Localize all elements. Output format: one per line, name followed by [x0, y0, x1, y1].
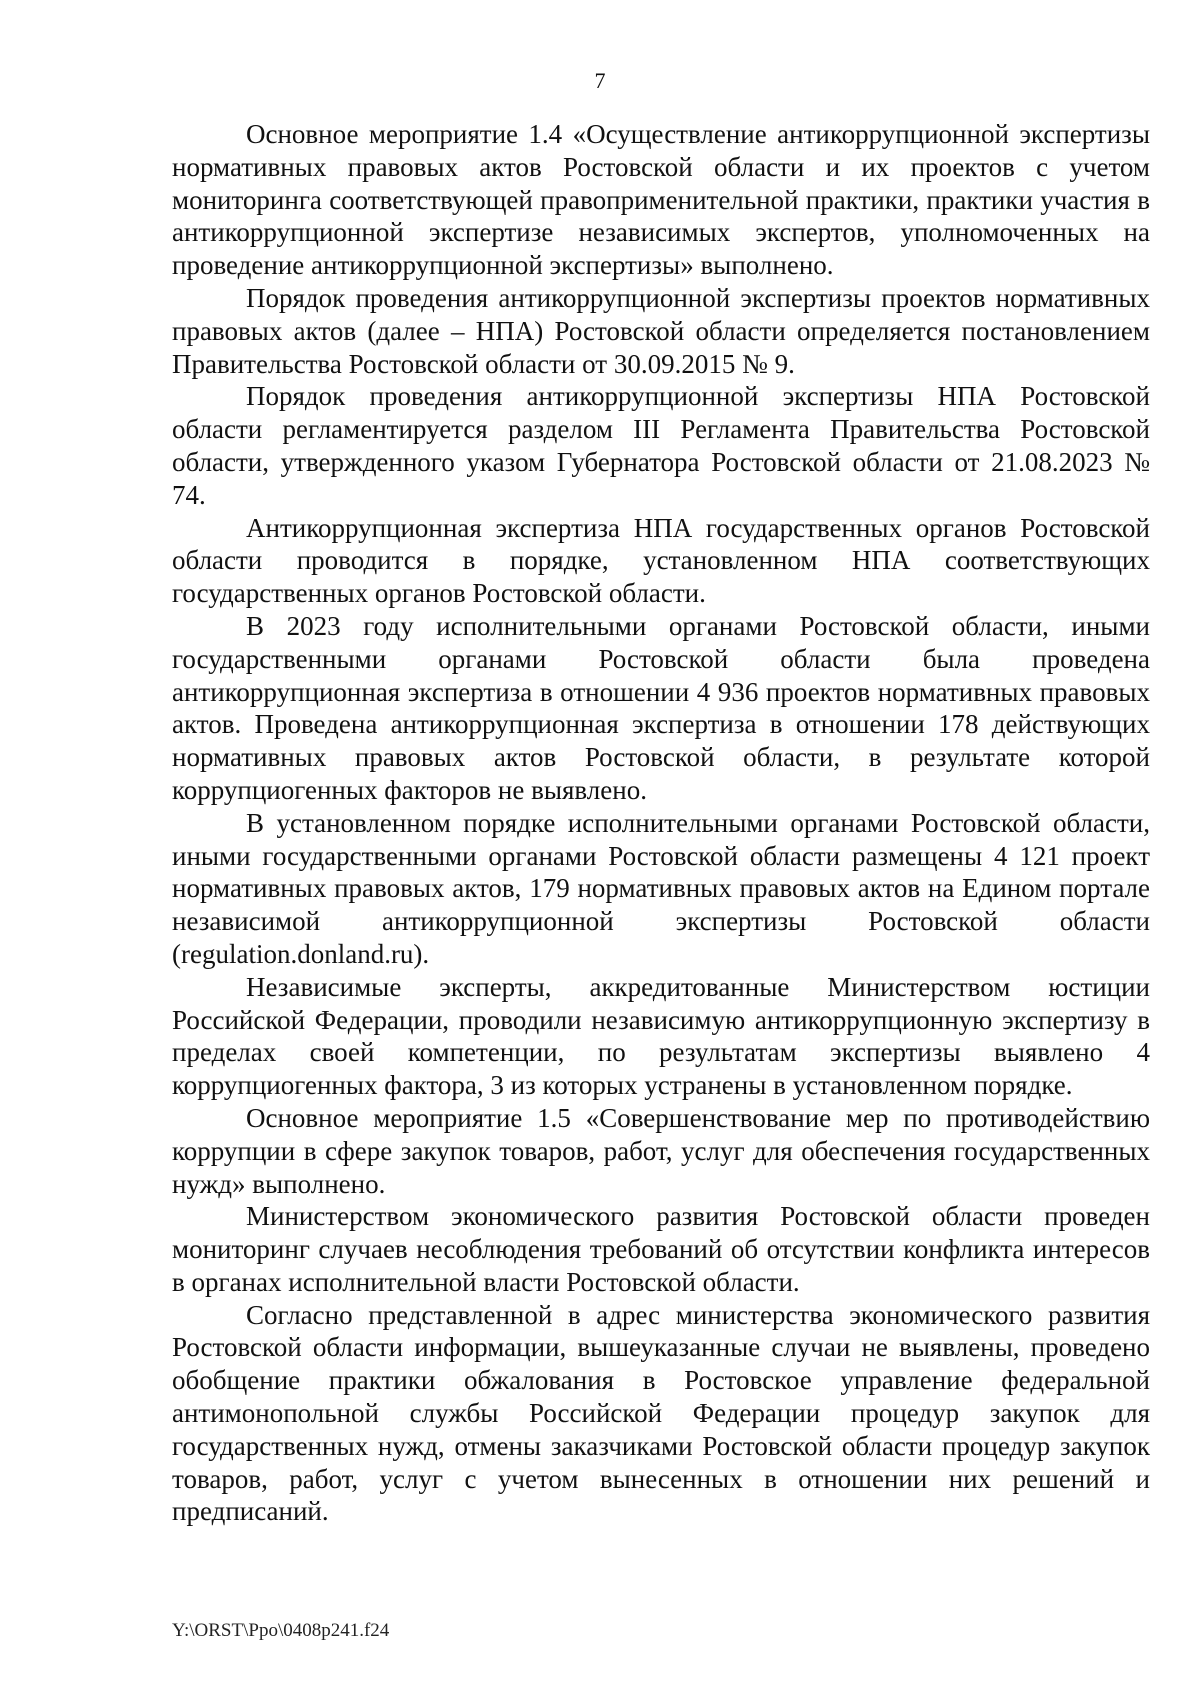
paragraph-2023-results: В 2023 году исполнительными органами Ростовской области, иными государственными органами Ростовской области была проведена антикоррупционная экспертиза в отношении 4 936 проектов нормативных правовых актов. Проведена антикоррупционная экспертиза в отношении 178 действующих нормативных правовых актов Ростовской области, в результате которой коррупциогенных факторов не выявлено.: [172, 610, 1150, 805]
paragraph-expertise-procedure-npa: Порядок проведения антикоррупционной экспертизы НПА Ростовской области регламентируется разделом III Регламента Правительства Ростовской области, утвержденного указом Губернатора Ростовской области от 21.08.2023 № 74.: [172, 381, 1150, 510]
paragraph-state-bodies-expertise: Антикоррупционная экспертиза НПА государственных органов Ростовской области проводится в порядке, установленном НПА соответствующих государственных органов Ростовской области.: [172, 512, 1150, 609]
paragraph-measure-1-5: Основное мероприятие 1.5 «Совершенствование мер по противодействию коррупции в сфере закупок товаров, работ, услуг для обеспечения государственных нужд» выполнено.: [172, 1102, 1150, 1199]
paragraph-conflict-monitoring: Министерством экономического развития Ростовской области проведен мониторинг случаев несоблюдения требований об отсутствии конфликта интересов в органах исполнительной власти Ростовской области.: [172, 1201, 1150, 1297]
paragraph-measure-1-4: Основное мероприятие 1.4 «Осуществление антикоррупционной экспертизы нормативных правовых актов Ростовской области и их проектов с учетом мониторинга соответствующей правоприменительной практики, практики участия в антикоррупционной экспертизе независимых экспертов, уполномоченных на проведение антикоррупционной экспертизы» выполнено.: [172, 119, 1150, 281]
page-number: 7: [594, 68, 606, 93]
paragraph-procurement-practice: Согласно представленной в адрес министерства экономического развития Ростовской области информации, вышеуказанные случаи не выявлены, проведено обобщение практики обжалования в Ростовское управление федеральной антимонопольной службы Российской Федерации процедур закупок для государственных нужд, отмены заказчиками Ростовской области процедур закупок товаров, работ, услуг с учетом вынесенных в отношении них решений и предписаний.: [172, 1299, 1150, 1527]
paragraph-expertise-procedure-projects: Порядок проведения антикоррупционной экспертизы проектов нормативных правовых актов (далее – НПА) Ростовской области определяется постановлением Правительства Ростовской области от 30.09.2015 № 9.: [172, 282, 1150, 379]
footer-file-path: Y:\ORST\Ppo\0408p241.f24: [172, 1620, 390, 1641]
paragraph-independent-experts: Независимые эксперты, аккредитованные Министерством юстиции Российской Федерации, проводили независимую антикоррупционную экспертизу в пределах своей компетенции, по результатам экспертизы выявлено 4 коррупциогенных фактора, 3 из которых устранены в установленном порядке.: [172, 971, 1150, 1101]
document-body: [172, 118, 1150, 1528]
paragraph-portal-placement: В установленном порядке исполнительными органами Ростовской области, иными государственными органами Ростовской области размещены 4 121 проект нормативных правовых актов, 179 нормативных правовых актов на Едином портале независимой антикоррупционной экспертизы Ростовской области (regulation.donland.ru).: [172, 807, 1150, 969]
